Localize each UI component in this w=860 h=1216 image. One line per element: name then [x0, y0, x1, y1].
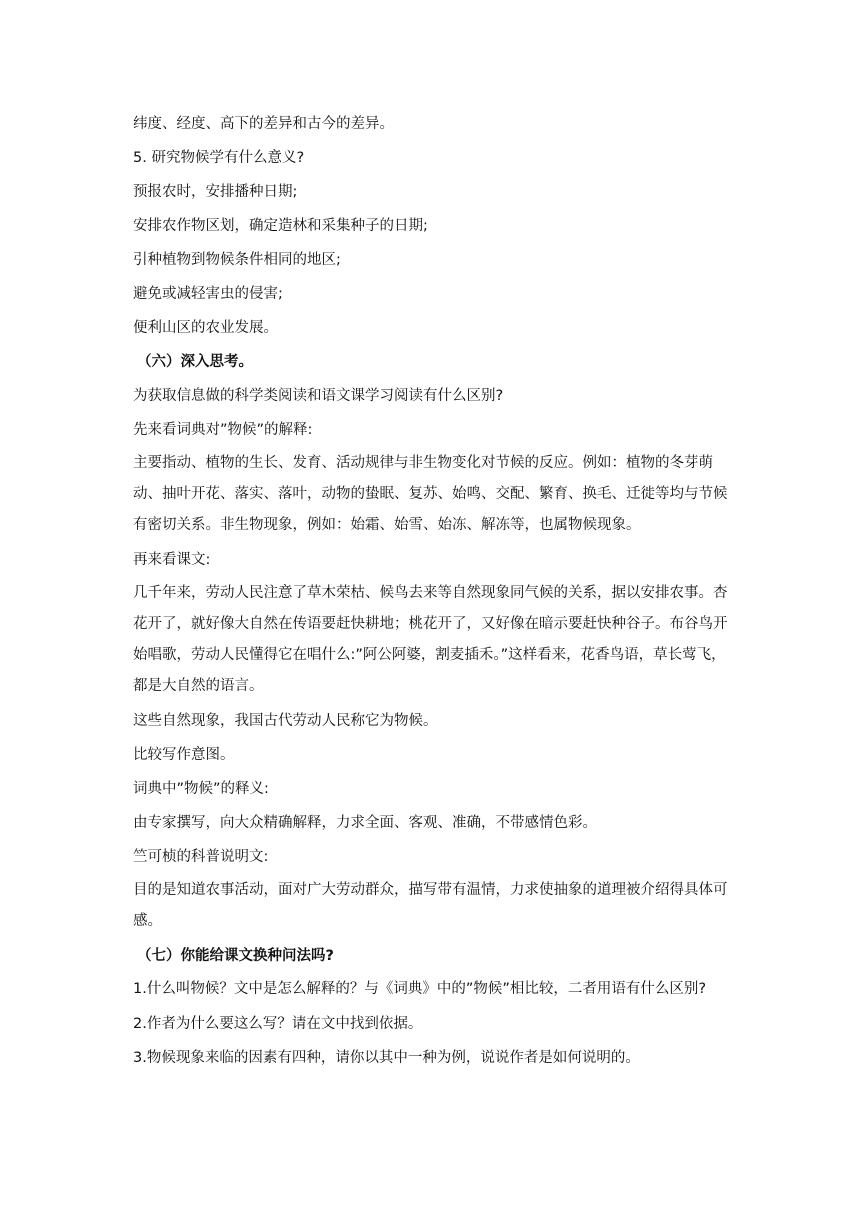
- essay-intent: 目的是知道农事活动，面对广大劳动群众，描写带有温情，力求使抽象的道理被介绍得具体可感。: [133, 882, 728, 929]
- answer-item-5: 便利山区的农业发展。: [133, 320, 278, 336]
- answer-item-2: 安排农作物区划，确定造林和采集种子的日期;: [133, 218, 428, 234]
- alt-question-2: 2.作者为什么要这么写？请在文中找到依据。: [133, 1016, 423, 1032]
- compare-intent: 比较写作意图。: [133, 747, 235, 763]
- alt-question-1: 1.什么叫物候？文中是怎么解释的？与《词典》中的”物候”相比较，二者用语有什么区别?: [133, 981, 707, 997]
- dictionary-intro: 先来看词典对”物候”的解释:: [133, 422, 313, 438]
- answer-item-4: 避免或减轻害虫的侵害;: [133, 286, 283, 302]
- text-quote: 几千年来，劳动人民注意了草木荣枯、候鸟去来等自然现象同气候的关系，据以安排农事。杏花开了，就好像大自然在传语要赶快耕地；桃花开了，又好像在暗示要赶快种谷子。布谷鸟开始唱歌，劳动人民懂得它在唱什么:”阿公阿婆，割麦插禾。”这样看来，花香鸟语，草长莺飞，都是大自然的语言。: [133, 585, 728, 694]
- section-heading-7: （七）你能给课文换种问法吗?: [137, 948, 334, 964]
- dictionary-intent: 由专家撰写，向大众精确解释，力求全面、客观、准确，不带感情色彩。: [133, 815, 597, 831]
- question-5: 5. 研究物候学有什么意义?: [133, 150, 305, 166]
- answer-item-1: 预报农时，安排播种日期;: [133, 184, 298, 200]
- text-conclusion: 这些自然现象，我国古代劳动人民称它为物候。: [133, 713, 438, 729]
- question-reading-difference: 为获取信息做的科学类阅读和语文课学习阅读有什么区别?: [133, 388, 504, 404]
- essay-label: 竺可桢的科普说明文:: [133, 849, 269, 865]
- dictionary-definition: 主要指动、植物的生长、发育、活动规律与非生物变化对节候的反应。例如：植物的冬芽萌动、抽叶开花、落实、落叶，动物的蛰眠、复苏、始鸣、交配、繁育、换毛、迁徙等均与节候有密切关系。非生物现象，例如：始霜、始雪、始冻、解冻等，也属物候现象。: [133, 455, 728, 533]
- paragraph-diff-summary: 纬度、经度、高下的差异和古今的差异。: [133, 116, 394, 132]
- text-intro: 再来看课文:: [133, 552, 211, 568]
- dictionary-label: 词典中”物候”的释义:: [133, 781, 269, 797]
- document-body: [133, 107, 731, 1075]
- section-heading-6: （六）深入思考。: [137, 354, 253, 370]
- answer-item-3: 引种植物到物候条件相同的地区;: [133, 252, 341, 268]
- alt-question-3: 3.物候现象来临的因素有四种，请你以其中一种为例，说说作者是如何说明的。: [133, 1050, 640, 1066]
